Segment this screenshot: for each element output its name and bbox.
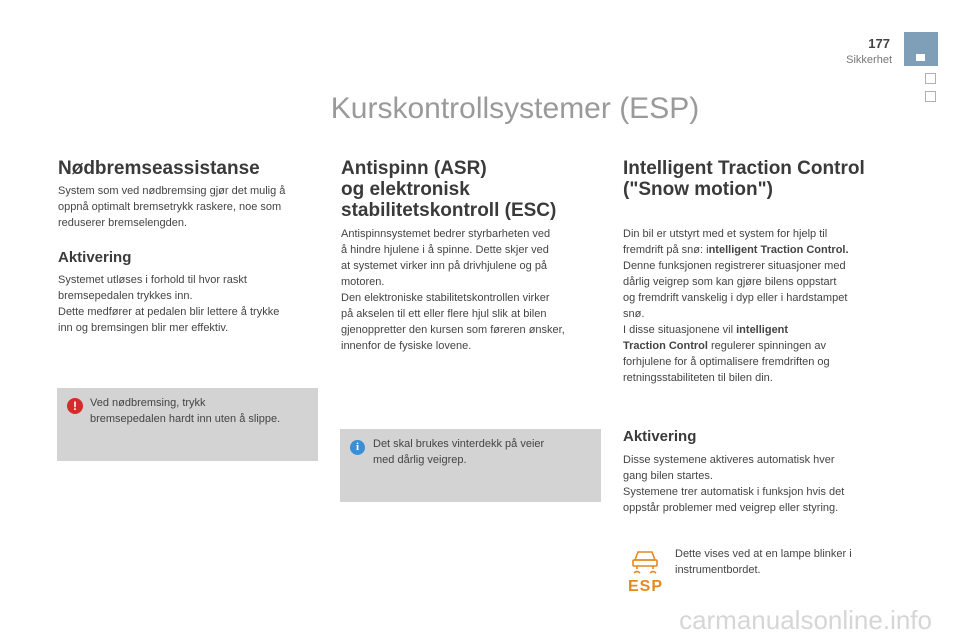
col1-note-box [57,388,318,461]
col1-note-text: Ved nødbremsing, trykk bremsepedalen hardt inn uten å slippe. [90,397,281,425]
esp-warning-lamp-icon [628,546,664,595]
col2-heading-line1: Antispinn (ASR) [341,158,487,179]
section-name: Sikkerhet [846,54,892,66]
col1-intro: System som ved nødbremsing gjør det mulig å oppnå optimalt bremsetrykk raskere, noe som reduserer bremselengden. [58,185,286,229]
col1-subtext: Systemet utløses i forhold til hvor raskt bremsepedalen trykkes inn. Dette medfører at pedalen blir lettere å trykke inn og bremsingen blir mer effektiv. [58,274,280,334]
warning-icon: ! [67,398,83,414]
col2-text: Antispinnsystemet bedrer styrbarheten ved å hindre hjulene i å spinne. Dette skjer ved at systemet virker inn på drivhjulene og på motoren. Den elektroniske stabilitetskontrollen virker på akselen til ett eller flere hjul slik at bilen gjenoppretter den kursen som føreren ønsker, innenfor de fysiske lovene. [341,228,565,352]
col2-heading-line3: stabilitetskontroll (ESC) [341,200,557,221]
col3-subtext: Disse systemene aktiveres automatisk hver gang bilen startes. Systemene trer automatisk i funksjon hvis det oppstår problemer med veigrep eller styring. [623,454,845,514]
col3-text-b-bold: intelligent Traction Control [623,324,789,352]
col2-note-box [340,429,601,502]
col3-text [623,226,888,386]
esp-label: ESP [628,578,664,595]
col3-heading-line1: Intelligent Traction Control [623,158,865,179]
page-title: Kurskontrollsystemer (ESP) [330,92,700,125]
col3-heading [623,158,865,200]
col2-note-text: Det skal brukes vinterdekk på veier med dårlig veigrep. [373,438,545,466]
col3-heading-line2: ("Snow motion") [623,179,773,200]
col1-heading: Nødbremseassistanse [58,158,260,179]
col3-text-a: Din bil er utstyrt med et system for hjelp til fremdrift på snø: i [623,228,828,256]
col3-text-a-bold: ntelligent Traction Control. [708,244,849,256]
watermark: carmanualsonline.info [679,605,932,635]
col2-heading-line2: og elektronisk [341,179,470,200]
skidding-car-icon [628,546,662,574]
col3-text-b: Denne funksjonen registrerer situasjoner med dårlig veigrep som kan gjøre bilens oppstart og fremdrift vanskelig i dyp eller i hardstampet snø. I disse situasjonene vil [623,260,848,336]
page-number: 177 [868,36,890,51]
section-tab-dot [916,54,925,61]
tab-box-1 [925,73,936,84]
col3-text-c: regulerer spinningen av forhjulene for å optimalisere fremdriften og retningsstabiliteten til bilen din. [623,340,830,384]
col2-heading [341,158,556,221]
col3-lamp-text: Dette vises ved at en lampe blinker i instrumentbordet. [675,548,852,576]
col1-subheading: Aktivering [58,249,132,266]
info-icon: i [350,440,365,455]
col3-subheading: Aktivering [623,428,697,445]
